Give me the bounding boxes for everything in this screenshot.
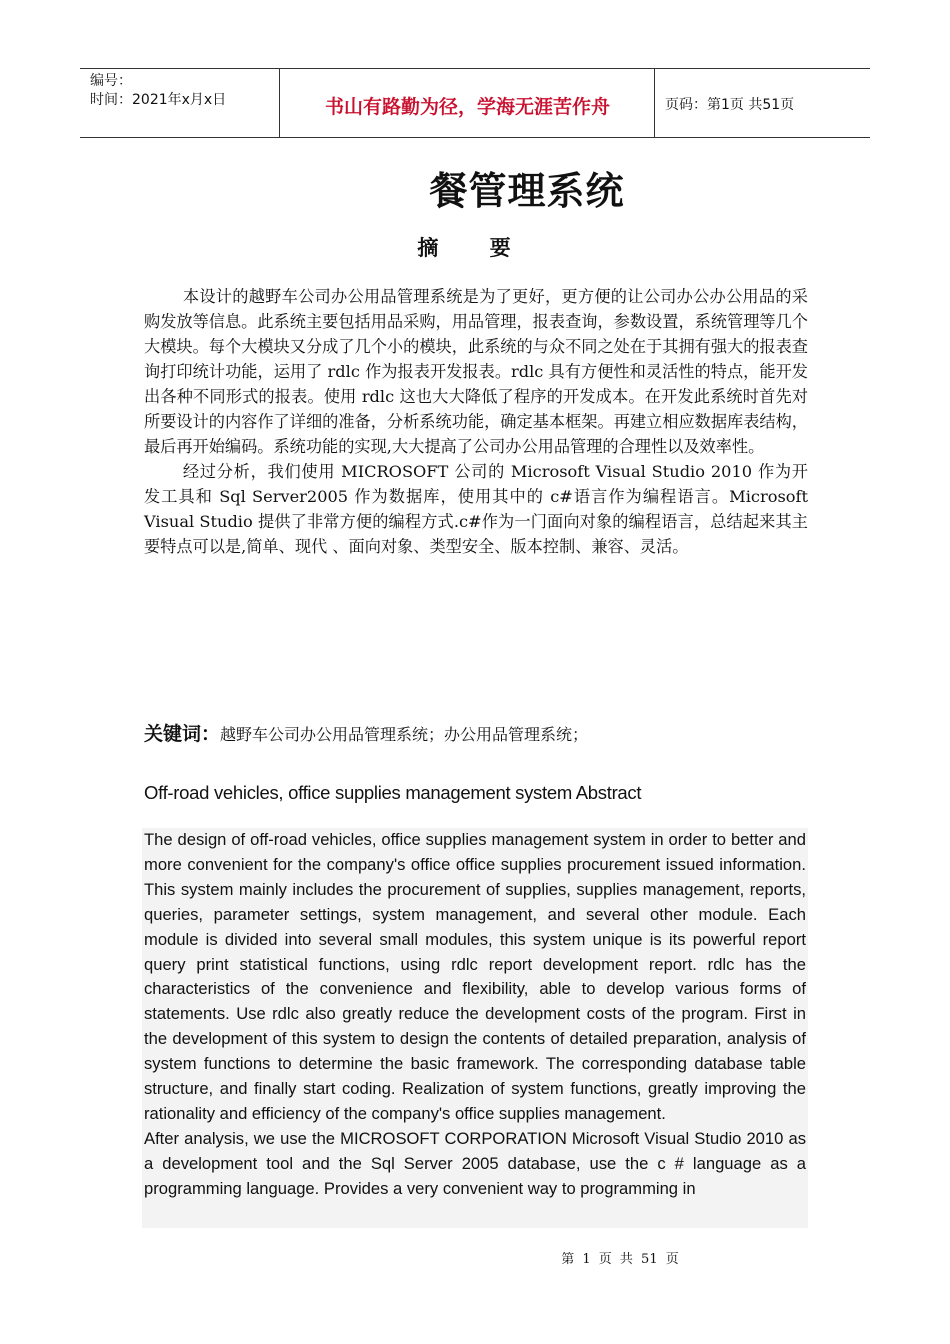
page-title: 餐管理系统	[429, 168, 625, 213]
cn-abstract	[144, 284, 808, 559]
header-table	[80, 68, 870, 138]
page-footer: 第 1 页 共 51 页	[561, 1252, 679, 1267]
page-info: 页码：第1页 共51页	[665, 97, 795, 113]
en-paragraph-2: After analysis, we use the MICROSOFT CORPORATION Microsoft Visual Studio 2010 as a development tool and the Sql Server 2005 database, use the c # language as a programming language. Provides a very convenient way to programming in	[144, 1128, 806, 1198]
motto: 书山有路勤为径，学海无涯苦作舟	[324, 95, 610, 118]
en-abstract-title: Off-road vehicles, office supplies management system Abstract	[144, 782, 642, 803]
header-motto-cell	[281, 69, 655, 137]
header-meta	[80, 69, 280, 137]
keywords-label: 关键词：	[144, 723, 221, 745]
abstract-heading: 摘 要	[417, 235, 533, 260]
keywords	[144, 719, 588, 746]
keywords-text: 越野车公司办公用品管理系统；办公用品管理系统；	[220, 725, 589, 744]
cn-paragraph-2: 经过分析，我们使用 MICROSOFT 公司的 Microsoft Visual Studio 2010 作为开发工具和 Sql Server2005 作为数据库，使用其中的 c#语言作为编程语言。Microsoft Visual Studio 提供了非常方便的编程方式.c#作为一门面向对象的编程语言，总结起来其主要特点可以是,简单、现代 、面向对象、类型安全、版本控制、兼容、灵活。	[144, 462, 808, 556]
time-label: 时间：2021年x月x日	[90, 92, 227, 108]
cn-paragraph-1: 本设计的越野车公司办公用品管理系统是为了更好，更方便的让公司办公办公用品的采购发放等信息。此系统主要包括用品采购，用品管理，报表查询，参数设置，系统管理等几个大模块。每个大模块又分成了几个小的模块，此系统的与众不同之处在于其拥有强大的报表查询打印统计功能，运用了 rdlc 作为报表开发报表。rdlc 具有方便性和灵活性的特点，能开发出各种不同形式的报表。使用 rdlc 这也大大降低了程序的开发成本。在开发此系统时首先对所要设计的内容作了详细的准备，分析系统功能，确定基本框架。再建立相应数据库表结构，最后再开始编码。系统功能的实现,大大提高了公司办公用品管理的合理性以及效率性。	[144, 287, 808, 456]
number-label: 编号：	[90, 73, 132, 89]
en-abstract	[142, 828, 808, 1228]
en-paragraph-1: The design of off-road vehicles, office supplies management system in order to better and more convenient for the company's office office supplies procurement issued information. This system mainly includes the procurement of supplies, supplies management, reports, queries, parameter settings, system management, and several other module. Each module is divided into several small modules, this system unique is its powerful report query print statistical functions, using rdlc report development report. rdlc has the characteristics of the convenience and flexibility, able to develop various forms of statements. Use rdlc also greatly reduce the development costs of the program. First in the development of this system to design the contents of detailed preparation, analysis of system functions to determine the basic framework. The corresponding database table structure, and finally start coding. Realization of system functions, greatly improving the rationality and efficiency of the company's office supplies management.	[144, 830, 806, 1123]
